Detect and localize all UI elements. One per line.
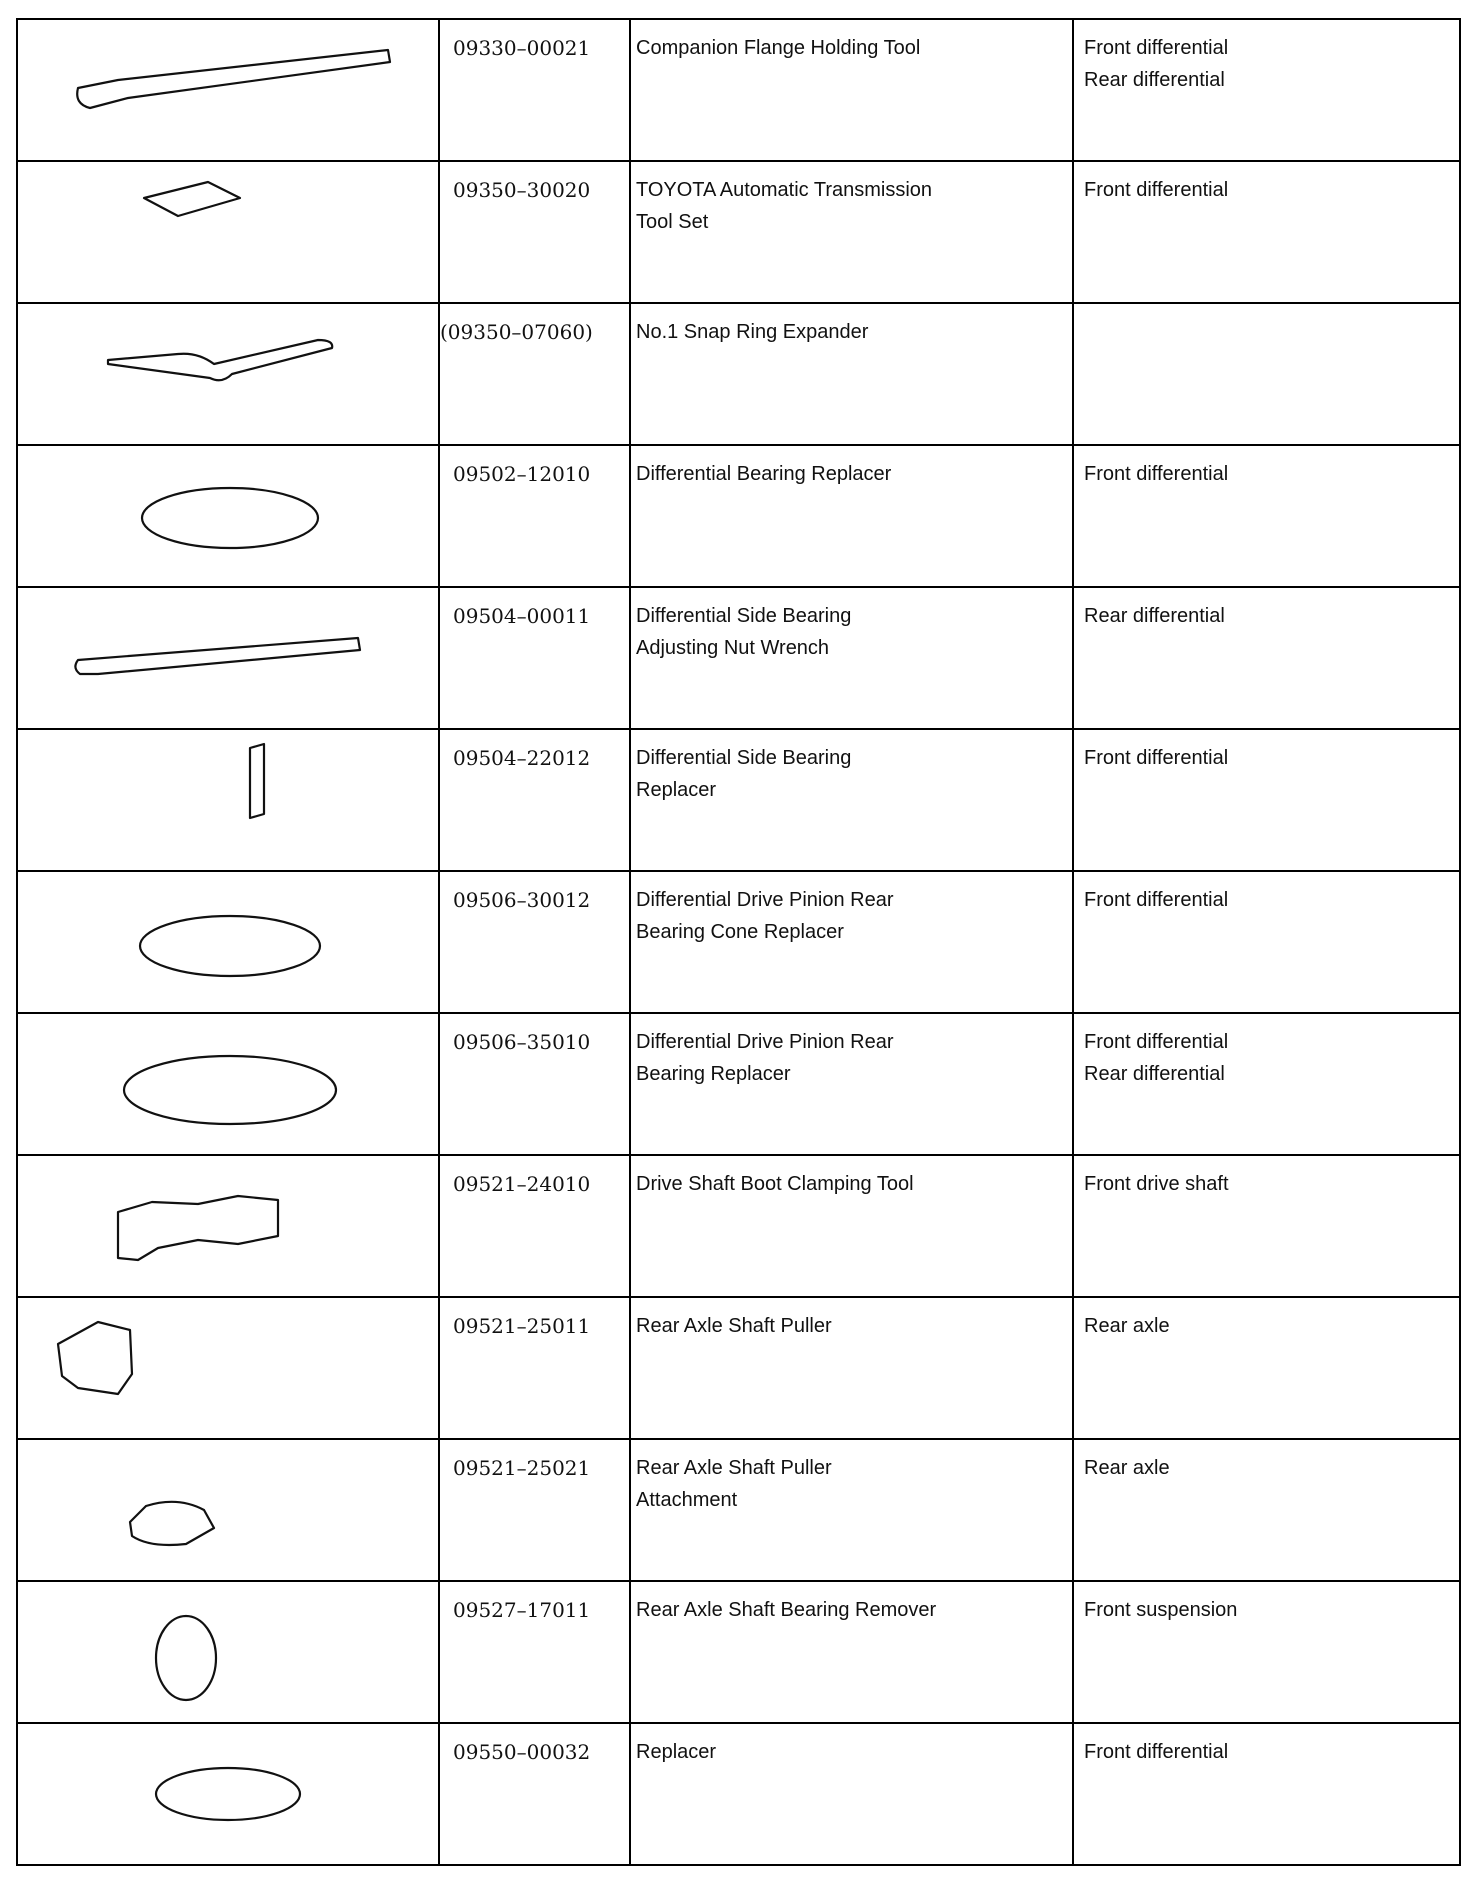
usage-line: Rear differential xyxy=(1084,69,1225,91)
usage-line: Front differential xyxy=(1084,1031,1229,1053)
usage-cell xyxy=(1073,1297,1460,1439)
usage-cell xyxy=(1073,445,1460,587)
tool-row xyxy=(17,1581,1460,1723)
usage-line: Front differential xyxy=(1084,37,1229,59)
usage-line: Rear axle xyxy=(1084,1315,1170,1337)
tool-row xyxy=(17,1297,1460,1439)
tool-name-line: Attachment xyxy=(636,1489,738,1511)
tool-name-line: Differential Side Bearing xyxy=(636,747,852,769)
tool-name-cell xyxy=(630,445,1073,587)
part-number-cell xyxy=(439,587,630,729)
usage-cell xyxy=(1073,1013,1460,1155)
part-number: 09350–30020 xyxy=(453,178,591,202)
bearing-cone-replacer-illustration xyxy=(18,872,438,1012)
tool-name-cell xyxy=(630,161,1073,303)
usage-cell xyxy=(1073,1155,1460,1297)
adjusting-nut-wrench-illustration xyxy=(18,588,438,728)
usage-cell xyxy=(1073,1581,1460,1723)
pinion-bearing-replacer-illustration xyxy=(18,1014,438,1154)
tool-illustration-cell xyxy=(17,445,439,587)
tool-name-line: Bearing Cone Replacer xyxy=(636,921,844,943)
companion-flange-holding-tool-illustration xyxy=(18,20,438,160)
usage-cell xyxy=(1073,303,1460,445)
tool-name-cell xyxy=(630,1723,1073,1865)
tool-name-line: Rear Axle Shaft Bearing Remover xyxy=(636,1599,937,1621)
usage-cell xyxy=(1073,871,1460,1013)
tool-name-line: Companion Flange Holding Tool xyxy=(636,37,921,59)
tool-name-line: Tool Set xyxy=(636,211,709,233)
axle-shaft-puller-illustration xyxy=(18,1298,438,1438)
tool-name-cell xyxy=(630,871,1073,1013)
usage-line: Front differential xyxy=(1084,179,1229,201)
part-number-cell xyxy=(439,871,630,1013)
tool-row xyxy=(17,1155,1460,1297)
tool-illustration-cell xyxy=(17,1581,439,1723)
part-number-cell xyxy=(439,729,630,871)
tool-name-cell xyxy=(630,1155,1073,1297)
part-number: 09521–24010 xyxy=(453,1172,591,1196)
part-number-cell xyxy=(439,1013,630,1155)
snap-ring-expander-illustration xyxy=(18,304,438,444)
part-number: 09506–30012 xyxy=(453,888,591,912)
tool-name-line: Differential Drive Pinion Rear xyxy=(636,1031,894,1053)
tool-name-line: Bearing Replacer xyxy=(636,1063,791,1085)
tool-row xyxy=(17,1013,1460,1155)
tool-row xyxy=(17,729,1460,871)
part-number-cell xyxy=(439,19,630,161)
tool-row xyxy=(17,587,1460,729)
part-number: 09502–12010 xyxy=(453,462,591,486)
part-number-cell xyxy=(439,1155,630,1297)
tool-name-line: TOYOTA Automatic Transmission xyxy=(636,179,933,201)
usage-line: Front differential xyxy=(1084,889,1229,911)
replacer-disc-illustration xyxy=(18,1724,438,1864)
tool-name-cell xyxy=(630,1439,1073,1581)
tool-name-line: Differential Drive Pinion Rear xyxy=(636,889,894,911)
part-number-cell xyxy=(439,161,630,303)
bearing-replacer-ring-illustration xyxy=(18,446,438,586)
part-number-cell xyxy=(439,1297,630,1439)
usage-cell xyxy=(1073,1723,1460,1865)
special-service-tools-table xyxy=(16,18,1461,1866)
part-number-cell xyxy=(439,1581,630,1723)
tool-name-line: Differential Side Bearing xyxy=(636,605,852,627)
usage-line: Rear differential xyxy=(1084,1063,1225,1085)
tool-row xyxy=(17,19,1460,161)
tool-name-line: Differential Bearing Replacer xyxy=(636,463,892,485)
tool-name-line: Rear Axle Shaft Puller xyxy=(636,1457,832,1479)
tool-name-line: Drive Shaft Boot Clamping Tool xyxy=(636,1173,914,1195)
part-number: 09550–00032 xyxy=(453,1740,591,1764)
usage-line: Front drive shaft xyxy=(1084,1173,1229,1195)
tool-illustration-cell xyxy=(17,1439,439,1581)
tool-illustration-cell xyxy=(17,161,439,303)
tool-illustration-cell xyxy=(17,1297,439,1439)
boot-clamping-tool-illustration xyxy=(18,1156,438,1296)
part-number: (09350–07060) xyxy=(440,320,593,344)
part-number-cell xyxy=(439,445,630,587)
tool-name-cell xyxy=(630,729,1073,871)
tool-illustration-cell xyxy=(17,19,439,161)
usage-cell xyxy=(1073,729,1460,871)
tool-name-line: Replacer xyxy=(636,779,717,801)
usage-line: Rear axle xyxy=(1084,1457,1170,1479)
tool-name-cell xyxy=(630,19,1073,161)
part-number: 09504–00011 xyxy=(453,604,591,628)
tool-row xyxy=(17,303,1460,445)
part-number-cell xyxy=(439,1439,630,1581)
tool-name-cell xyxy=(630,1013,1073,1155)
tool-illustration-cell xyxy=(17,729,439,871)
part-number: 09504–22012 xyxy=(453,746,591,770)
tool-illustration-cell xyxy=(17,1155,439,1297)
tool-name-line: No.1 Snap Ring Expander xyxy=(636,321,869,343)
tool-name-cell xyxy=(630,303,1073,445)
usage-cell xyxy=(1073,1439,1460,1581)
part-number: 09521–25021 xyxy=(453,1456,591,1480)
transmission-tool-set-illustration xyxy=(18,162,438,302)
tool-name-line: Replacer xyxy=(636,1741,717,1763)
tool-row xyxy=(17,871,1460,1013)
side-bearing-replacer-illustration xyxy=(18,730,438,870)
usage-cell xyxy=(1073,587,1460,729)
part-number-cell xyxy=(439,303,630,445)
tool-row xyxy=(17,1723,1460,1865)
tool-row xyxy=(17,445,1460,587)
puller-attachment-illustration xyxy=(18,1440,438,1580)
tool-illustration-cell xyxy=(17,1013,439,1155)
tool-row xyxy=(17,1439,1460,1581)
part-number-cell xyxy=(439,1723,630,1865)
tool-name-cell xyxy=(630,1581,1073,1723)
usage-line: Front suspension xyxy=(1084,1599,1238,1621)
tool-name-cell xyxy=(630,587,1073,729)
part-number: 09521–25011 xyxy=(453,1314,591,1338)
tool-name-line: Adjusting Nut Wrench xyxy=(636,637,830,659)
usage-cell xyxy=(1073,161,1460,303)
tool-illustration-cell xyxy=(17,871,439,1013)
part-number: 09506–35010 xyxy=(453,1030,591,1054)
usage-line: Front differential xyxy=(1084,1741,1229,1763)
bearing-remover-cup-illustration xyxy=(18,1582,438,1722)
tool-name-cell xyxy=(630,1297,1073,1439)
usage-line: Front differential xyxy=(1084,463,1229,485)
part-number: 09330–00021 xyxy=(453,36,591,60)
usage-line: Front differential xyxy=(1084,747,1229,769)
tool-name-line: Rear Axle Shaft Puller xyxy=(636,1315,832,1337)
usage-cell xyxy=(1073,19,1460,161)
tool-illustration-cell xyxy=(17,1723,439,1865)
tool-illustration-cell xyxy=(17,303,439,445)
tool-row xyxy=(17,161,1460,303)
part-number: 09527–17011 xyxy=(453,1598,591,1622)
tool-illustration-cell xyxy=(17,587,439,729)
usage-line: Rear differential xyxy=(1084,605,1225,627)
